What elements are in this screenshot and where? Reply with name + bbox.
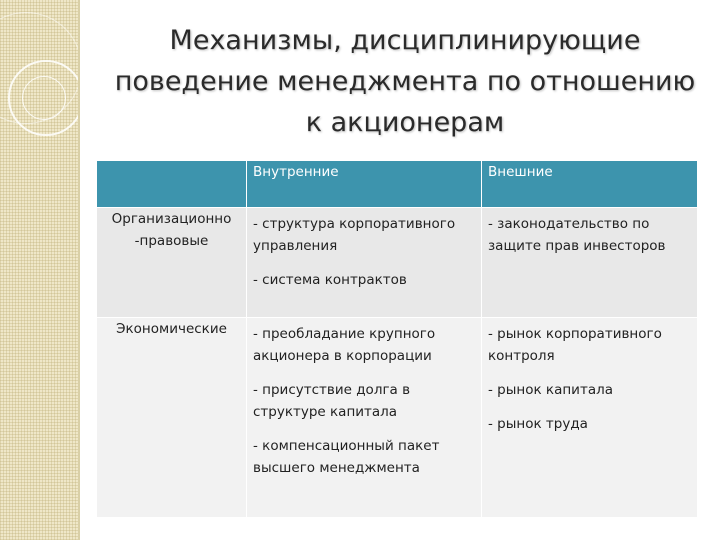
internal-cell (247, 208, 482, 318)
header-cell-internal: Внутренние (247, 161, 482, 208)
slide-title: Механизмы, дисциплинирующие поведение менеджмента по отношению к акционерам (114, 25, 696, 138)
external-cell (482, 318, 698, 518)
list-item: - рынок капитала (488, 382, 613, 398)
list-item: - преобладание крупного акционера в корпорации (253, 326, 436, 364)
list-item: - рынок труда (488, 416, 588, 432)
decorative-circle (22, 76, 66, 120)
header-cell-empty (97, 161, 247, 208)
mechanisms-table (96, 160, 698, 518)
table-row (97, 208, 698, 318)
external-cell (482, 208, 698, 318)
header-cell-external: Внешние (482, 161, 698, 208)
row-label: Экономические (97, 318, 247, 518)
table-row (97, 318, 698, 518)
list-item: - присутствие долга в структуре капитала (253, 382, 411, 420)
internal-cell (247, 318, 482, 518)
list-item: - система контрактов (253, 272, 407, 288)
row-label: Организационно -правовые (97, 208, 247, 318)
list-item: - компенсационный пакет высшего менеджмента (253, 438, 440, 476)
list-item: - структура корпоративного управления (253, 216, 456, 254)
list-item: - рынок корпоративного контроля (488, 326, 662, 364)
side-divider (78, 0, 80, 540)
list-item: - законодательство по защите прав инвесторов (488, 216, 666, 254)
table-header-row (97, 161, 698, 208)
decorative-side-strip (0, 0, 78, 540)
